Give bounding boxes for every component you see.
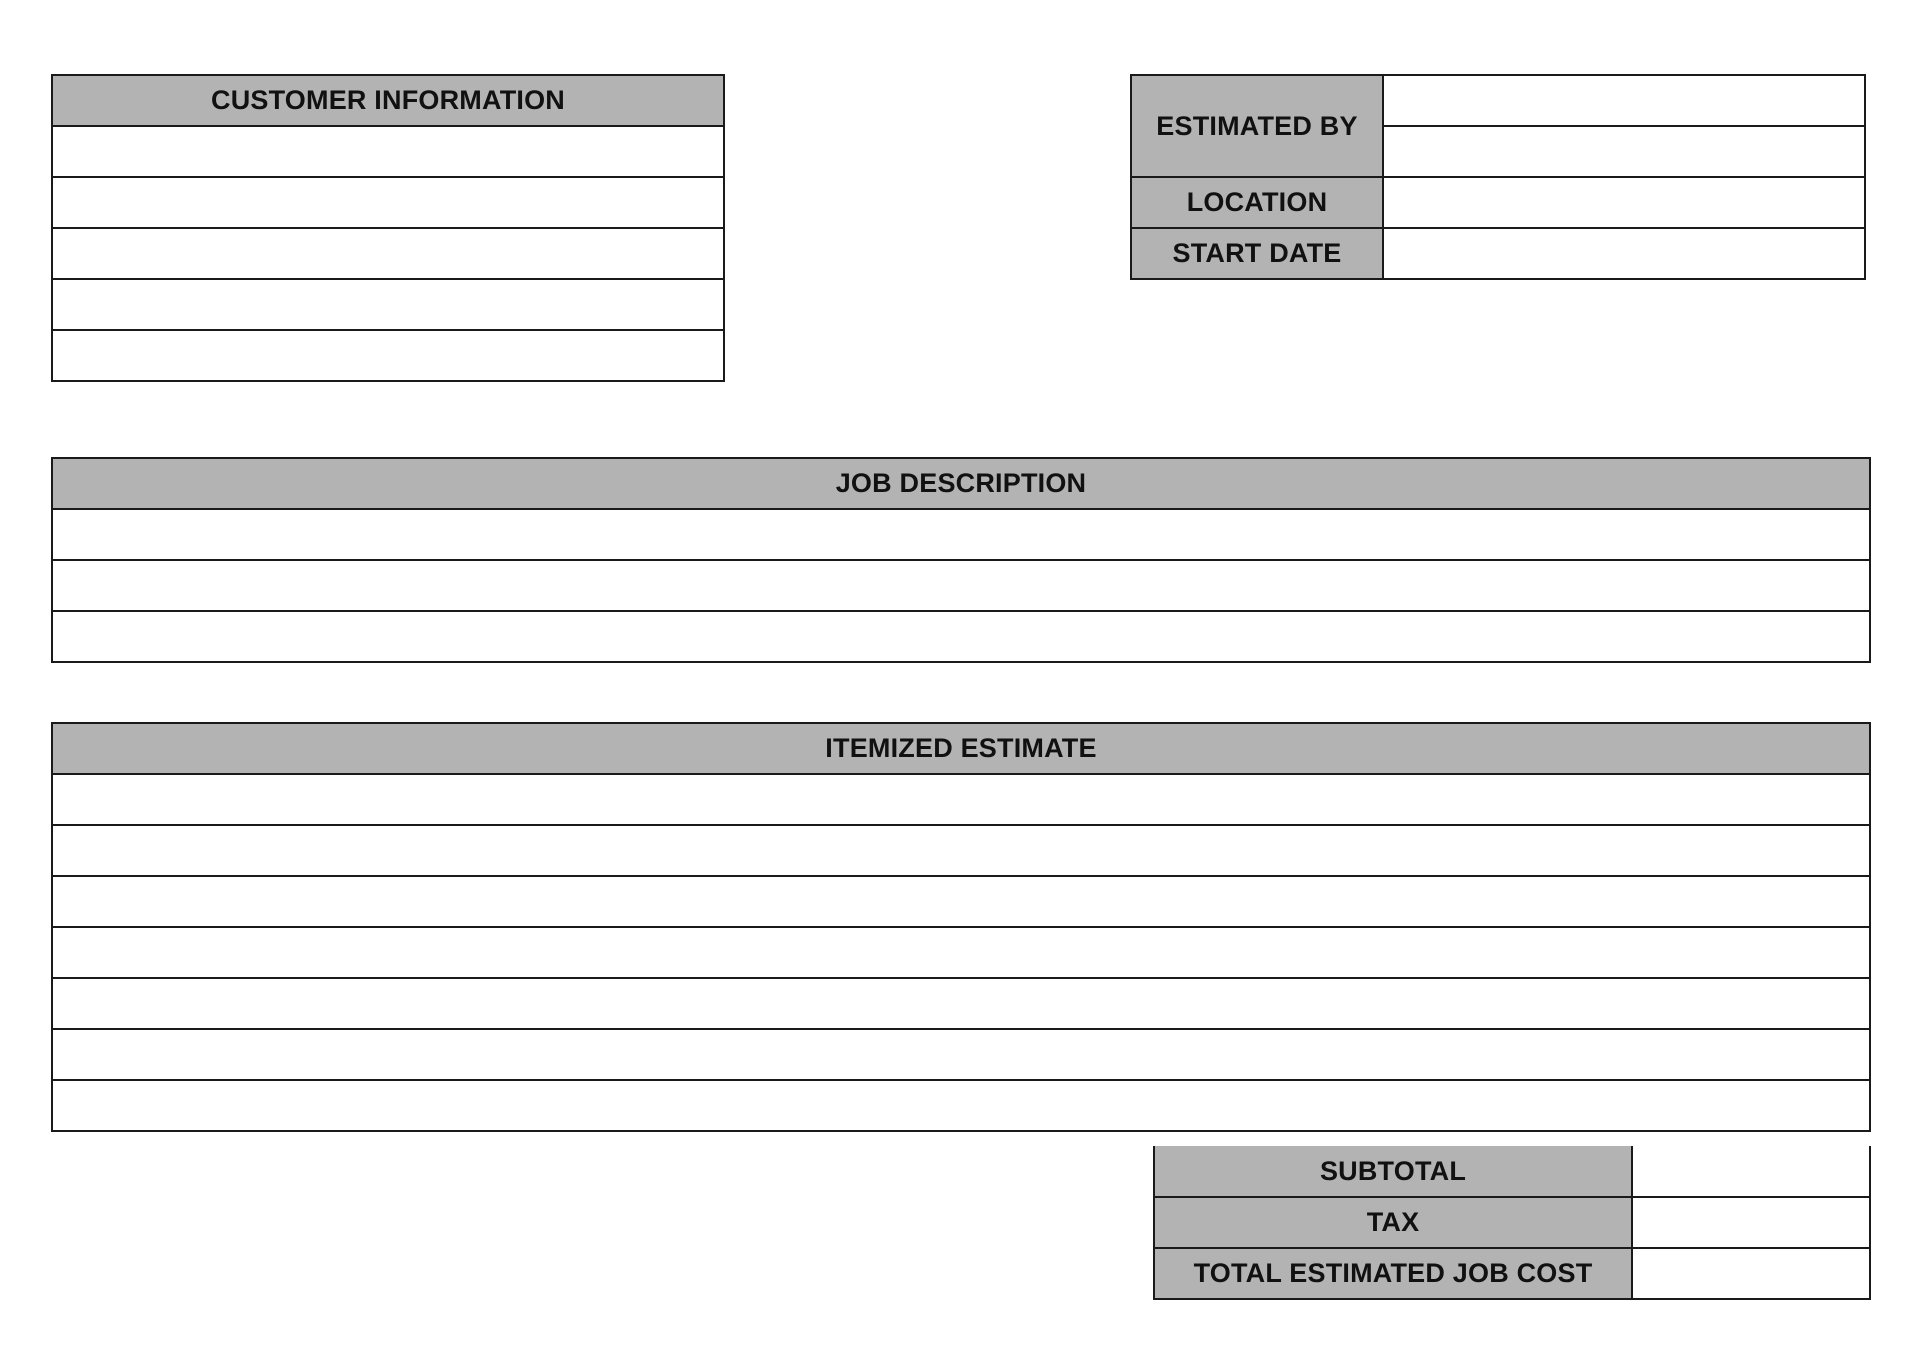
job-description-header: JOB DESCRIPTION [52,458,1870,509]
itemized-estimate-row-4[interactable] [52,927,1870,978]
itemized-estimate-row-5[interactable] [52,978,1870,1029]
itemized-estimate-row-6[interactable] [52,1029,1870,1080]
job-description-row-2[interactable] [52,560,1870,611]
tax-label: TAX [1154,1197,1632,1248]
customer-information-header: CUSTOMER INFORMATION [52,75,724,126]
itemized-estimate-row-1[interactable] [52,774,1870,825]
customer-info-row-5[interactable] [52,330,724,381]
customer-info-row-4[interactable] [52,279,724,330]
totals-table [1153,1146,1871,1300]
tax-field[interactable] [1632,1197,1870,1248]
start-date-field[interactable] [1383,228,1865,279]
itemized-estimate-row-7[interactable] [52,1080,1870,1131]
customer-information-table [51,74,725,382]
total-estimated-job-cost-label: TOTAL ESTIMATED JOB COST [1154,1248,1632,1299]
location-field[interactable] [1383,177,1865,228]
location-label: LOCATION [1131,177,1383,228]
job-description-row-3[interactable] [52,611,1870,662]
job-description-row-1[interactable] [52,509,1870,560]
itemized-estimate-header: ITEMIZED ESTIMATE [52,723,1870,774]
start-date-label: START DATE [1131,228,1383,279]
subtotal-field[interactable] [1632,1146,1870,1197]
estimated-by-field-1[interactable] [1383,75,1865,126]
customer-info-row-2[interactable] [52,177,724,228]
itemized-estimate-row-2[interactable] [52,825,1870,876]
total-estimated-job-cost-field[interactable] [1632,1248,1870,1299]
estimator-details-table [1130,74,1866,280]
itemized-estimate-row-3[interactable] [52,876,1870,927]
customer-info-row-3[interactable] [52,228,724,279]
estimated-by-field-2[interactable] [1383,126,1865,177]
job-description-table [51,457,1871,663]
customer-info-row-1[interactable] [52,126,724,177]
estimated-by-label: ESTIMATED BY [1131,75,1383,177]
subtotal-label: SUBTOTAL [1154,1146,1632,1197]
itemized-estimate-table [51,722,1871,1132]
